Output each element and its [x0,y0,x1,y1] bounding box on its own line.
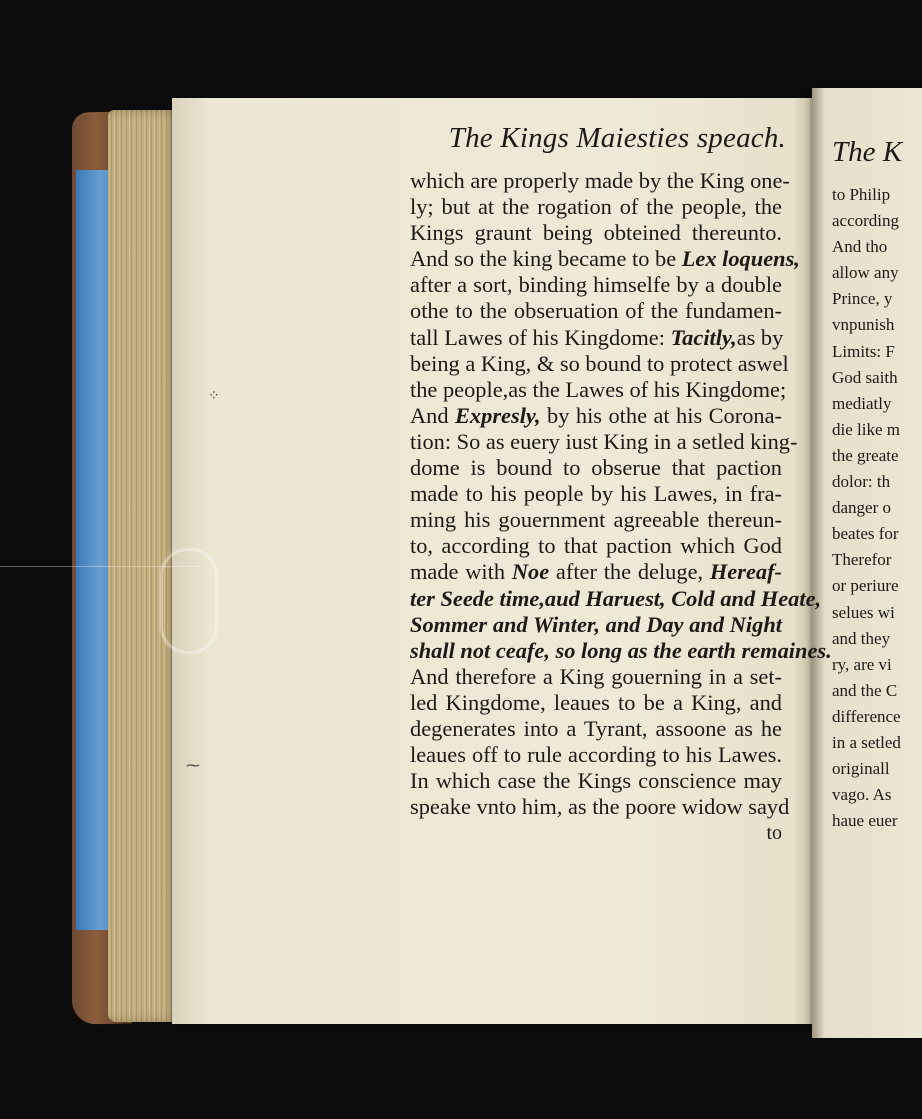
text-segment: made to his people by his Lawes, in fra- [410,481,782,507]
text-line [410,742,782,768]
text-segment: speake vnto him, as the poore widow sayd [410,794,790,820]
italic-text: ter Seede time,aud Haruest, Cold and Heate, [410,585,822,611]
text-line [410,794,790,820]
right-text-line: selues wi [832,602,895,622]
text-segment: ly; but at the rogation of the people, the [410,194,782,220]
right-text-line: And tho [832,237,888,257]
right-text-line: and they [832,628,891,648]
italic-text: Lex loquens, [681,246,800,272]
right-text-line: haue euer [832,811,898,831]
italic-text: Expresly, [455,402,541,428]
running-head: The Kings Maiesties speach. [448,122,786,154]
right-text-line: vnpunish [832,315,895,335]
right-text-line: God saith [832,367,898,387]
text-segment: after the deluge, [549,559,710,585]
right-page-text [832,134,902,874]
right-text-line: Therefor [832,550,892,570]
right-text-line: the greate [832,445,899,465]
text-segment: dome is bound to obserue that paction [410,455,782,481]
right-text-line: vago. As [832,785,892,805]
text-segment: which are properly made by the King one- [410,168,790,193]
text-line [410,716,782,742]
left-page-text [410,118,832,846]
text-segment: the people,as the Lawes of his Kingdome; [410,376,787,402]
text-line [410,298,782,324]
text-segment: led Kingdome, leaues to be a King, and [410,689,782,715]
text-segment: being a King, & so bound to protect aswel [410,350,789,376]
text-line [410,220,782,246]
text-segment: And [410,402,455,428]
right-text-line: according [832,211,900,231]
body-text [410,168,832,820]
text-line [410,768,782,794]
text-line [410,194,782,220]
text-segment: made with [410,559,512,585]
text-segment: tion: So as euery iust King in a setled king- [410,428,798,454]
right-text-line: difference [832,706,901,726]
text-line [410,664,782,690]
glass-reflection-ring [160,548,218,654]
right-text-line: or periure [832,576,899,596]
text-segment: after a sort, binding himselfe by a double [410,272,782,298]
ink-smudge: ⁓ [186,759,200,774]
right-text-line: in a setled [832,732,901,752]
text-line [410,168,790,194]
text-line [410,690,782,716]
text-line [410,455,782,481]
text-segment: degenerates into a Tyrant, assoone as he [410,715,782,741]
text-segment: as by [736,324,784,350]
italic-text: Hereaf- [709,559,782,585]
catchword: to [766,822,782,845]
text-segment: tall Lawes of his Kingdome: [410,324,671,350]
text-line [410,637,832,664]
right-running-head: The K [832,136,903,168]
right-text-line: danger o [832,498,892,518]
italic-text: Noe [511,559,550,585]
text-line [410,272,782,298]
right-text-line: mediatly [832,393,892,413]
right-text-line: Limits: F [832,341,895,361]
text-line [410,585,822,612]
text-line [410,325,782,351]
text-segment: by his othe at his Corona- [540,402,782,428]
text-segment: ming his gouernment agreeable thereun- [410,507,782,533]
right-body-text [832,182,902,834]
right-text-line: to Philip [832,185,891,204]
text-segment: to, according to that paction which God [410,533,782,559]
text-line [410,376,787,403]
right-text-line: and the C [832,680,898,700]
right-text-line: Prince, y [832,289,893,309]
text-line [410,559,782,585]
text-segment: othe to the obseruation of the fundamen- [410,298,782,324]
text-line [410,507,782,533]
italic-text: shall not ceafe, so long as the earth remaines. [410,637,832,663]
text-segment: In which case the Kings conscience may [410,768,782,794]
text-line [410,246,800,272]
right-text-line: originall [832,759,890,779]
text-segment: And so the king became to be [410,246,682,272]
text-segment: leaues off to rule according to his Lawes. [410,742,782,768]
right-text-line: ry, are vi [832,654,892,674]
text-line [410,533,782,559]
text-line [410,428,798,455]
text-segment: Kings graunt being obteined thereunto. [410,220,782,246]
right-text-line: dolor: th [832,472,891,492]
right-text-line: beates for [832,524,899,544]
right-text-line: allow any [832,263,899,283]
text-line [410,612,782,638]
ink-smudge: ⁘ [208,389,220,404]
text-line [410,350,789,377]
text-segment: And therefore a King gouerning in a set- [410,663,782,689]
italic-text: Tacitly, [670,324,737,350]
text-line [410,481,782,507]
right-text-line: die like m [832,419,900,439]
text-line [410,403,782,429]
italic-text: Sommer and Winter, and Day and Night [410,611,782,637]
